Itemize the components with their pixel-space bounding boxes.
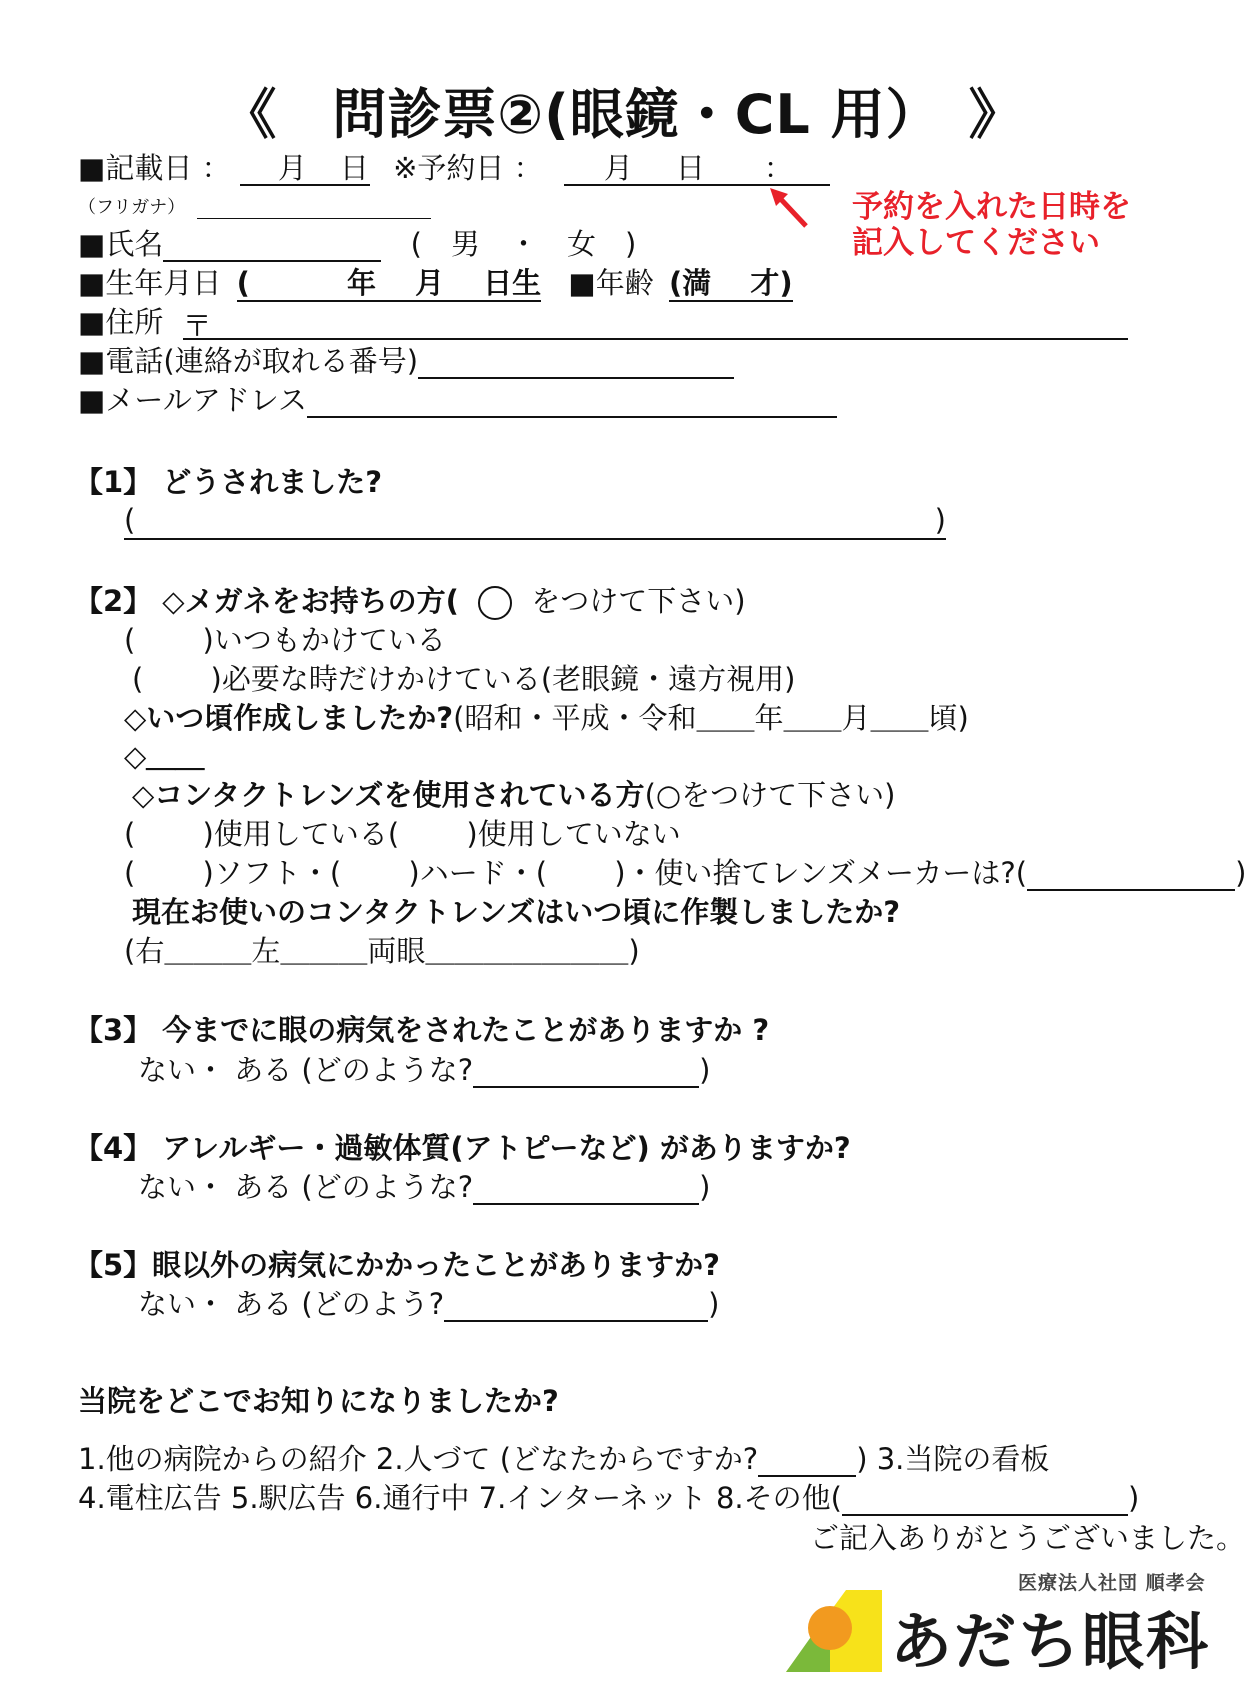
q3-answer-field[interactable] (473, 1056, 699, 1088)
address-field[interactable] (182, 308, 1128, 343)
record-date-field[interactable]: 月 日 (240, 154, 370, 186)
q2-cl-maker-field[interactable] (1027, 859, 1235, 891)
record-date-row (78, 150, 830, 186)
page-title: 《 問診票②(眼鏡・CL 用） 》 (222, 83, 1024, 146)
email-label: ■メールアドレス (78, 383, 307, 417)
birth-date-field[interactable]: ( 年 月 日生 (236, 266, 542, 300)
source-line-1 (78, 1441, 1049, 1477)
email-field[interactable] (307, 386, 837, 418)
q2-cl-row (132, 777, 896, 813)
q2-circle-hint: をつけて下さい) (531, 584, 746, 618)
record-date-label: ■記載日 ： (78, 151, 231, 185)
annotation-arrow-icon (766, 184, 816, 234)
q2-when-field[interactable]: (昭和・平成・令和＿＿年＿＿月＿＿頃) (453, 701, 969, 735)
q2-cl-hint: (○をつけて下さい) (644, 778, 896, 812)
reservation-date-field[interactable]: 月 日 ： (564, 154, 830, 186)
q5-answer-row: ない・ ある (どのよう? ) (138, 1287, 720, 1321)
q2-title-row (74, 583, 746, 620)
name-row (78, 226, 636, 262)
q2-option-sometimes[interactable]: ( )必要な時だけかけている(老眼鏡・遠方視用) (132, 662, 796, 696)
age-field[interactable]: (満 才) (669, 266, 793, 300)
furigana-row (78, 193, 431, 219)
q2-cl-label: ◇コンタクトレンズを使用されている方 (132, 778, 645, 812)
source-options-2[interactable]: 4.電柱広告 5.駅広告 6.通行中 7.インターネット 8.その他( (78, 1481, 842, 1515)
q2-title: 【2】 ◇メガネをお持ちの方( (74, 584, 459, 618)
furigana-field[interactable] (197, 200, 431, 219)
logo-mark-icon (786, 1590, 882, 1674)
q4-answer-field[interactable] (473, 1173, 699, 1205)
q2-diamond-blank: ◇＿＿ (124, 739, 205, 773)
q3-title: 【3】 今までに眼の病気をされたことがありますか ? (74, 1013, 770, 1047)
q5-answer-options[interactable]: ない・ ある (どのよう? (138, 1287, 445, 1321)
address-row (78, 304, 1128, 343)
q2-cl-eyes-field[interactable]: (右＿＿＿左＿＿＿両眼＿＿＿＿＿＿＿) (124, 934, 640, 968)
name-label: ■氏名 (78, 227, 164, 261)
birth-label: ■生年月日 (78, 266, 222, 300)
phone-row (78, 343, 734, 379)
address-label: ■住所 (78, 305, 164, 339)
q1-title: 【1】 どうされました? (74, 465, 383, 499)
q2-when-row (124, 700, 969, 736)
q2-cl-when: 現在お使いのコンタクトレンズはいつ頃に作製しましたか? (132, 895, 901, 929)
q5-answer-field[interactable] (444, 1290, 708, 1322)
q3-answer-options[interactable]: ない・ ある (どのような? (138, 1053, 474, 1087)
annotation-line-2: 記入してください (852, 225, 1100, 261)
furigana-label: （フリガナ） (78, 197, 186, 218)
q2-when-label: ◇いつ頃作成しましたか? (124, 701, 454, 735)
name-field[interactable] (163, 230, 381, 262)
q3-answer-row: ない・ ある (どのような? ) (138, 1053, 711, 1087)
birth-row (78, 265, 793, 301)
q4-answer-options[interactable]: ない・ ある (どのような? (138, 1170, 474, 1204)
age-label: ■年齢 (568, 266, 654, 300)
phone-field[interactable] (418, 347, 734, 379)
source-options-1[interactable]: 1.他の病院からの紹介 2.人づて (どなたからですか? (78, 1442, 759, 1476)
sex-selector[interactable]: ( 男 ・ 女 ) (410, 227, 637, 261)
phone-label: ■電話(連絡が取れる番号) (78, 344, 419, 378)
q2-cl-type-row: ( )ソフト・( )ハード・( )・使い捨てレンズメーカーは?( ) (124, 856, 1246, 890)
source-referrer-field[interactable] (758, 1445, 856, 1477)
source-options-1b[interactable]: ) 3.当院の看板 (856, 1442, 1050, 1476)
source-other-field[interactable] (842, 1484, 1128, 1516)
q2-cl-type-options[interactable]: ( )ソフト・( )ハード・( )・使い捨てレンズメーカーは?( (124, 856, 1028, 890)
logo-org-name: 医療法人社団 順孝会 (1018, 1572, 1206, 1594)
q4-title: 【4】 アレルギー・過敏体質(アトピーなど) がありますか? (74, 1131, 851, 1165)
postal-mark: 〒 (182, 309, 212, 343)
circle-mark-icon (478, 586, 512, 620)
email-row (78, 382, 837, 418)
annotation-line-1: 予約を入れた日時を (852, 189, 1131, 225)
q1-answer-field[interactable]: ( ) (124, 504, 946, 540)
logo-clinic-name: あだち眼科 (890, 1605, 1211, 1678)
q2-option-always[interactable]: ( )いつもかけている (124, 623, 446, 657)
thanks-text: ご記入ありがとうございました。 (810, 1521, 1246, 1555)
q2-cl-use-options[interactable]: ( )使用している( )使用していない (124, 817, 681, 851)
q4-answer-row: ない・ ある (どのような? ) (138, 1170, 711, 1204)
source-line-2: 4.電柱広告 5.駅広告 6.通行中 7.インターネット 8.その他( ) (78, 1481, 1140, 1515)
q5-title: 【5】眼以外の病気にかかったことがありますか? (74, 1248, 721, 1282)
source-title: 当院をどこでお知りになりましたか? (78, 1384, 559, 1418)
reservation-date-label: ※予約日 ： (393, 151, 543, 185)
